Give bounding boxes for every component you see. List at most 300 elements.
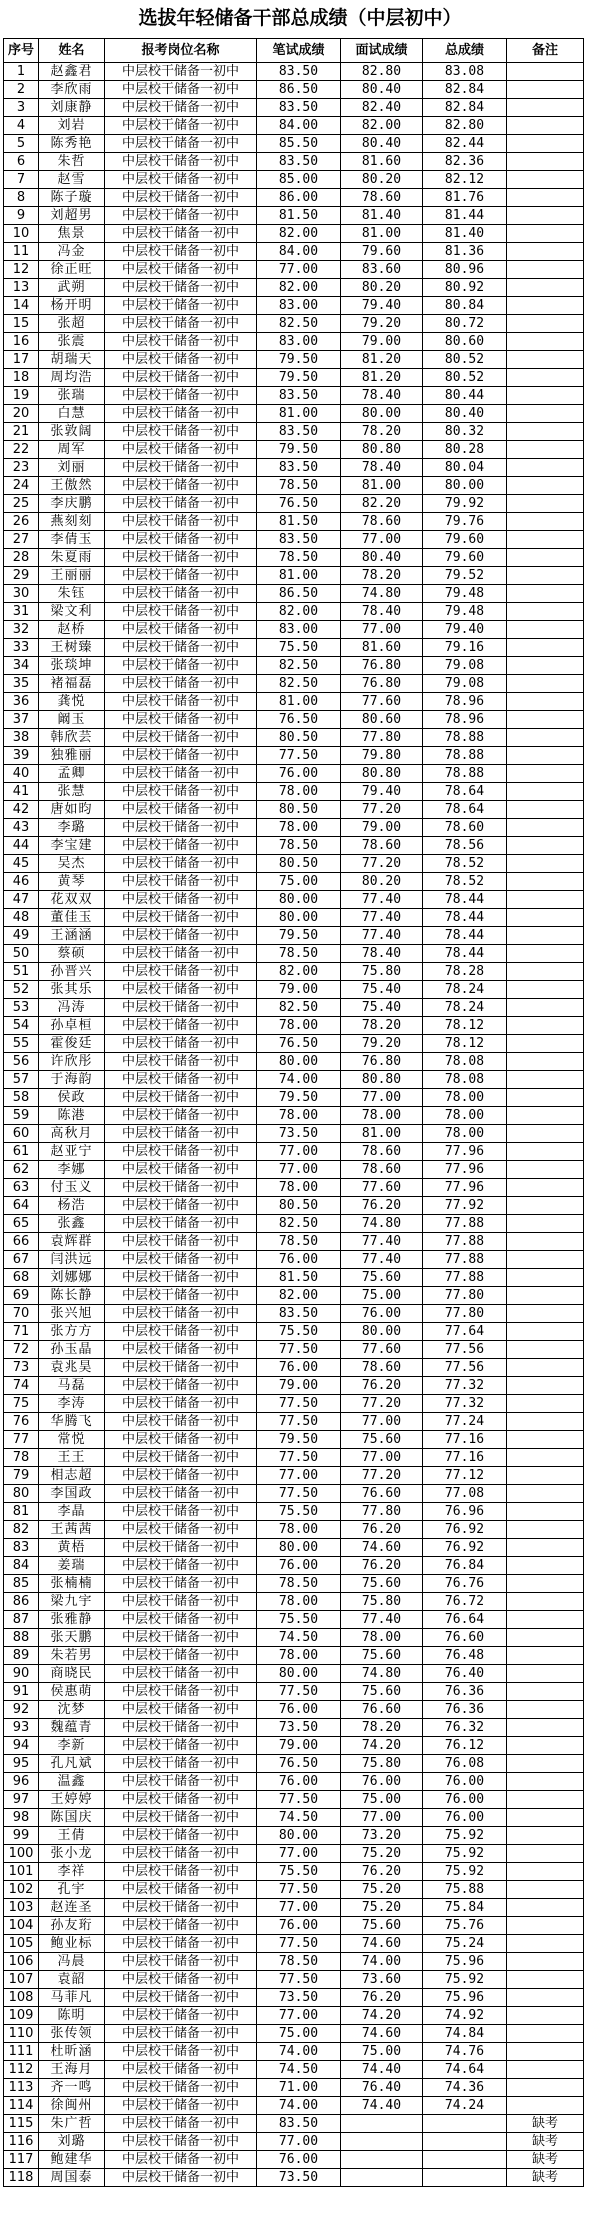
cell-index: 48 bbox=[4, 909, 39, 927]
cell-total-score: 77.80 bbox=[423, 1287, 507, 1305]
cell-interview-score: 79.60 bbox=[341, 243, 423, 261]
cell-total-score: 78.96 bbox=[423, 711, 507, 729]
cell-name: 陈长静 bbox=[39, 1287, 105, 1305]
cell-name: 孟卿 bbox=[39, 765, 105, 783]
cell-total-score: 81.36 bbox=[423, 243, 507, 261]
cell-name: 赵桥 bbox=[39, 621, 105, 639]
cell-interview-score: 78.40 bbox=[341, 387, 423, 405]
cell-written-score: 83.50 bbox=[257, 99, 341, 117]
cell-written-score: 78.50 bbox=[257, 1233, 341, 1251]
table-row bbox=[4, 1989, 584, 2007]
cell-name: 李新 bbox=[39, 1737, 105, 1755]
table-row bbox=[4, 1701, 584, 1719]
cell-total-score: 77.12 bbox=[423, 1467, 507, 1485]
cell-name: 朱哲 bbox=[39, 153, 105, 171]
table-row bbox=[4, 1791, 584, 1809]
cell-remark bbox=[507, 963, 584, 981]
cell-interview-score: 78.20 bbox=[341, 567, 423, 585]
cell-remark bbox=[507, 189, 584, 207]
cell-post: 中层校干储备一初中 bbox=[105, 1827, 257, 1845]
cell-remark bbox=[507, 657, 584, 675]
cell-index: 8 bbox=[4, 189, 39, 207]
cell-name: 梁九宇 bbox=[39, 1593, 105, 1611]
cell-post: 中层校干储备一初中 bbox=[105, 2169, 257, 2187]
cell-post: 中层校干储备一初中 bbox=[105, 135, 257, 153]
cell-name: 周均浩 bbox=[39, 369, 105, 387]
cell-total-score: 78.88 bbox=[423, 765, 507, 783]
cell-interview-score: 79.80 bbox=[341, 747, 423, 765]
cell-total-score: 81.44 bbox=[423, 207, 507, 225]
cell-remark bbox=[507, 819, 584, 837]
cell-index: 107 bbox=[4, 1971, 39, 1989]
cell-name: 张敦阔 bbox=[39, 423, 105, 441]
cell-written-score: 74.50 bbox=[257, 1809, 341, 1827]
cell-total-score: 74.76 bbox=[423, 2043, 507, 2061]
cell-total-score: 78.44 bbox=[423, 945, 507, 963]
cell-interview-score: 76.00 bbox=[341, 1305, 423, 1323]
cell-written-score: 85.50 bbox=[257, 135, 341, 153]
cell-index: 23 bbox=[4, 459, 39, 477]
cell-post: 中层校干储备一初中 bbox=[105, 1449, 257, 1467]
cell-remark bbox=[507, 423, 584, 441]
cell-written-score: 77.50 bbox=[257, 1935, 341, 1953]
cell-post: 中层校干储备一初中 bbox=[105, 1557, 257, 1575]
cell-name: 侯惠萌 bbox=[39, 1683, 105, 1701]
cell-written-score: 76.00 bbox=[257, 765, 341, 783]
cell-name: 马菲凡 bbox=[39, 1989, 105, 2007]
cell-name: 李涛 bbox=[39, 1395, 105, 1413]
cell-name: 周军 bbox=[39, 441, 105, 459]
cell-written-score: 81.00 bbox=[257, 693, 341, 711]
cell-written-score: 80.00 bbox=[257, 909, 341, 927]
cell-post: 中层校干储备一初中 bbox=[105, 2097, 257, 2115]
table-row bbox=[4, 333, 584, 351]
cell-index: 118 bbox=[4, 2169, 39, 2187]
cell-written-score: 82.50 bbox=[257, 315, 341, 333]
table-row bbox=[4, 783, 584, 801]
table-row bbox=[4, 1449, 584, 1467]
cell-index: 29 bbox=[4, 567, 39, 585]
cell-name: 孙玉晶 bbox=[39, 1341, 105, 1359]
cell-post: 中层校干储备一初中 bbox=[105, 1755, 257, 1773]
cell-name: 赵雪 bbox=[39, 171, 105, 189]
cell-name: 张超 bbox=[39, 315, 105, 333]
cell-name: 刘璐 bbox=[39, 2133, 105, 2151]
cell-total-score: 78.24 bbox=[423, 999, 507, 1017]
table-row bbox=[4, 1647, 584, 1665]
cell-post: 中层校干储备一初中 bbox=[105, 1935, 257, 1953]
table-row bbox=[4, 1341, 584, 1359]
cell-post: 中层校干储备一初中 bbox=[105, 2061, 257, 2079]
cell-post: 中层校干储备一初中 bbox=[105, 1017, 257, 1035]
cell-remark bbox=[507, 1341, 584, 1359]
cell-written-score: 80.50 bbox=[257, 801, 341, 819]
cell-interview-score: 76.20 bbox=[341, 1197, 423, 1215]
table-row bbox=[4, 765, 584, 783]
cell-remark bbox=[507, 1323, 584, 1341]
cell-post: 中层校干储备一初中 bbox=[105, 927, 257, 945]
cell-remark bbox=[507, 63, 584, 81]
cell-post: 中层校干储备一初中 bbox=[105, 639, 257, 657]
cell-interview-score: 74.80 bbox=[341, 1665, 423, 1683]
cell-total-score: 76.60 bbox=[423, 1629, 507, 1647]
cell-total-score: 75.92 bbox=[423, 1863, 507, 1881]
cell-remark bbox=[507, 1755, 584, 1773]
cell-total-score: 78.44 bbox=[423, 927, 507, 945]
table-row bbox=[4, 459, 584, 477]
cell-interview-score: 77.60 bbox=[341, 1179, 423, 1197]
cell-index: 96 bbox=[4, 1773, 39, 1791]
cell-written-score: 80.00 bbox=[257, 891, 341, 909]
cell-index: 66 bbox=[4, 1233, 39, 1251]
cell-total-score: 78.24 bbox=[423, 981, 507, 999]
cell-name: 张楠楠 bbox=[39, 1575, 105, 1593]
cell-interview-score: 76.20 bbox=[341, 1377, 423, 1395]
table-row bbox=[4, 1629, 584, 1647]
cell-index: 77 bbox=[4, 1431, 39, 1449]
cell-written-score: 80.00 bbox=[257, 1539, 341, 1557]
cell-written-score: 77.50 bbox=[257, 1395, 341, 1413]
cell-post: 中层校干储备一初中 bbox=[105, 1719, 257, 1737]
table-row bbox=[4, 207, 584, 225]
cell-interview-score: 75.20 bbox=[341, 1899, 423, 1917]
cell-remark bbox=[507, 1287, 584, 1305]
table-row bbox=[4, 135, 584, 153]
cell-interview-score: 74.80 bbox=[341, 1215, 423, 1233]
cell-total-score: 82.12 bbox=[423, 171, 507, 189]
cell-written-score: 76.50 bbox=[257, 495, 341, 513]
table-row bbox=[4, 297, 584, 315]
cell-written-score: 83.50 bbox=[257, 531, 341, 549]
cell-name: 李祥 bbox=[39, 1863, 105, 1881]
cell-remark bbox=[507, 243, 584, 261]
cell-index: 82 bbox=[4, 1521, 39, 1539]
cell-interview-score: 82.00 bbox=[341, 117, 423, 135]
cell-total-score: 77.96 bbox=[423, 1143, 507, 1161]
cell-remark bbox=[507, 927, 584, 945]
cell-interview-score: 77.60 bbox=[341, 693, 423, 711]
cell-post: 中层校干储备一初中 bbox=[105, 1377, 257, 1395]
cell-index: 106 bbox=[4, 1953, 39, 1971]
cell-written-score: 78.00 bbox=[257, 819, 341, 837]
cell-post: 中层校干储备一初中 bbox=[105, 459, 257, 477]
cell-total-score: 81.40 bbox=[423, 225, 507, 243]
table-row bbox=[4, 1395, 584, 1413]
cell-index: 14 bbox=[4, 297, 39, 315]
cell-name: 张鑫 bbox=[39, 1215, 105, 1233]
cell-remark bbox=[507, 999, 584, 1017]
cell-index: 17 bbox=[4, 351, 39, 369]
cell-written-score: 78.00 bbox=[257, 1521, 341, 1539]
cell-total-score: 75.96 bbox=[423, 1989, 507, 2007]
cell-post: 中层校干储备一初中 bbox=[105, 621, 257, 639]
cell-post: 中层校干储备一初中 bbox=[105, 945, 257, 963]
table-row bbox=[4, 1665, 584, 1683]
cell-index: 55 bbox=[4, 1035, 39, 1053]
cell-post: 中层校干储备一初中 bbox=[105, 549, 257, 567]
cell-total-score: 78.44 bbox=[423, 891, 507, 909]
cell-total-score: 78.88 bbox=[423, 729, 507, 747]
cell-name: 冯金 bbox=[39, 243, 105, 261]
cell-interview-score: 75.20 bbox=[341, 1845, 423, 1863]
cell-interview-score: 73.60 bbox=[341, 1971, 423, 1989]
cell-remark bbox=[507, 603, 584, 621]
cell-remark bbox=[507, 1683, 584, 1701]
cell-name: 朱钰 bbox=[39, 585, 105, 603]
table-row bbox=[4, 567, 584, 585]
cell-total-score: 76.48 bbox=[423, 1647, 507, 1665]
cell-remark bbox=[507, 639, 584, 657]
cell-post: 中层校干储备一初中 bbox=[105, 1161, 257, 1179]
cell-interview-score: 75.80 bbox=[341, 1593, 423, 1611]
table-row bbox=[4, 927, 584, 945]
cell-name: 王涵涵 bbox=[39, 927, 105, 945]
cell-name: 李晶 bbox=[39, 1503, 105, 1521]
cell-total-score: 77.08 bbox=[423, 1485, 507, 1503]
cell-total-score: 77.56 bbox=[423, 1341, 507, 1359]
cell-total-score: 74.84 bbox=[423, 2025, 507, 2043]
cell-written-score: 75.50 bbox=[257, 1323, 341, 1341]
cell-name: 褚福磊 bbox=[39, 675, 105, 693]
cell-interview-score: 77.40 bbox=[341, 891, 423, 909]
cell-post: 中层校干储备一初中 bbox=[105, 999, 257, 1017]
cell-interview-score: 76.60 bbox=[341, 1701, 423, 1719]
cell-post: 中层校干储备一初中 bbox=[105, 1179, 257, 1197]
cell-index: 47 bbox=[4, 891, 39, 909]
cell-post: 中层校干储备一初中 bbox=[105, 1269, 257, 1287]
cell-name: 孔凡斌 bbox=[39, 1755, 105, 1773]
table-row bbox=[4, 243, 584, 261]
cell-post: 中层校干储备一初中 bbox=[105, 153, 257, 171]
cell-post: 中层校干储备一初中 bbox=[105, 261, 257, 279]
table-row bbox=[4, 891, 584, 909]
cell-remark bbox=[507, 711, 584, 729]
cell-remark bbox=[507, 405, 584, 423]
cell-remark bbox=[507, 621, 584, 639]
cell-remark bbox=[507, 351, 584, 369]
cell-interview-score: 79.40 bbox=[341, 297, 423, 315]
table-row bbox=[4, 1521, 584, 1539]
cell-name: 唐如昀 bbox=[39, 801, 105, 819]
table-row bbox=[4, 1377, 584, 1395]
cell-total-score: 78.64 bbox=[423, 801, 507, 819]
cell-interview-score: 79.20 bbox=[341, 1035, 423, 1053]
cell-total-score: 78.00 bbox=[423, 1125, 507, 1143]
cell-name: 沈梦 bbox=[39, 1701, 105, 1719]
cell-interview-score: 82.40 bbox=[341, 99, 423, 117]
cell-post: 中层校干储备一初中 bbox=[105, 1107, 257, 1125]
cell-name: 相志超 bbox=[39, 1467, 105, 1485]
cell-remark bbox=[507, 477, 584, 495]
table-row bbox=[4, 117, 584, 135]
table-row bbox=[4, 2133, 584, 2151]
table-row bbox=[4, 1611, 584, 1629]
cell-post: 中层校干储备一初中 bbox=[105, 387, 257, 405]
table-row bbox=[4, 441, 584, 459]
cell-remark bbox=[507, 1881, 584, 1899]
cell-remark bbox=[507, 1251, 584, 1269]
cell-remark bbox=[507, 1629, 584, 1647]
cell-post: 中层校干储备一初中 bbox=[105, 891, 257, 909]
table-row bbox=[4, 2043, 584, 2061]
table-row bbox=[4, 405, 584, 423]
cell-post: 中层校干储备一初中 bbox=[105, 441, 257, 459]
cell-written-score: 76.50 bbox=[257, 711, 341, 729]
cell-remark bbox=[507, 171, 584, 189]
cell-remark bbox=[507, 1215, 584, 1233]
cell-index: 36 bbox=[4, 693, 39, 711]
cell-remark bbox=[507, 945, 584, 963]
cell-post: 中层校干储备一初中 bbox=[105, 855, 257, 873]
cell-name: 徐正旺 bbox=[39, 261, 105, 279]
cell-total-score: 76.36 bbox=[423, 1701, 507, 1719]
cell-total-score: 76.84 bbox=[423, 1557, 507, 1575]
cell-total-score: 80.28 bbox=[423, 441, 507, 459]
cell-index: 34 bbox=[4, 657, 39, 675]
table-row bbox=[4, 369, 584, 387]
header-post: 报考岗位名称 bbox=[105, 39, 257, 63]
table-row bbox=[4, 387, 584, 405]
cell-remark bbox=[507, 1665, 584, 1683]
cell-name: 袁兆昊 bbox=[39, 1359, 105, 1377]
cell-remark bbox=[507, 1035, 584, 1053]
cell-interview-score: 75.60 bbox=[341, 1917, 423, 1935]
cell-total-score: 80.40 bbox=[423, 405, 507, 423]
cell-name: 李宝建 bbox=[39, 837, 105, 855]
cell-name: 袁韶 bbox=[39, 1971, 105, 1989]
cell-post: 中层校干储备一初中 bbox=[105, 1287, 257, 1305]
cell-name: 于海韵 bbox=[39, 1071, 105, 1089]
cell-post: 中层校干储备一初中 bbox=[105, 837, 257, 855]
cell-index: 67 bbox=[4, 1251, 39, 1269]
cell-index: 24 bbox=[4, 477, 39, 495]
cell-index: 70 bbox=[4, 1305, 39, 1323]
cell-written-score: 77.00 bbox=[257, 2007, 341, 2025]
cell-post: 中层校干储备一初中 bbox=[105, 1665, 257, 1683]
cell-post: 中层校干储备一初中 bbox=[105, 657, 257, 675]
cell-written-score: 86.00 bbox=[257, 189, 341, 207]
cell-index: 58 bbox=[4, 1089, 39, 1107]
table-row bbox=[4, 1737, 584, 1755]
cell-written-score: 74.50 bbox=[257, 1629, 341, 1647]
cell-remark bbox=[507, 1449, 584, 1467]
cell-interview-score: 75.80 bbox=[341, 1755, 423, 1773]
cell-written-score: 76.00 bbox=[257, 2151, 341, 2169]
cell-interview-score: 77.20 bbox=[341, 1395, 423, 1413]
cell-post: 中层校干储备一初中 bbox=[105, 1071, 257, 1089]
cell-name: 李倩玉 bbox=[39, 531, 105, 549]
cell-index: 25 bbox=[4, 495, 39, 513]
cell-name: 焦景 bbox=[39, 225, 105, 243]
cell-written-score: 75.50 bbox=[257, 639, 341, 657]
cell-total-score: 78.00 bbox=[423, 1107, 507, 1125]
cell-written-score: 78.00 bbox=[257, 1017, 341, 1035]
cell-post: 中层校干储备一初中 bbox=[105, 1989, 257, 2007]
cell-remark bbox=[507, 1971, 584, 1989]
cell-written-score: 75.00 bbox=[257, 2025, 341, 2043]
cell-total-score bbox=[423, 2133, 507, 2151]
cell-index: 62 bbox=[4, 1161, 39, 1179]
cell-name: 王丽丽 bbox=[39, 567, 105, 585]
cell-name: 冯涛 bbox=[39, 999, 105, 1017]
cell-post: 中层校干储备一初中 bbox=[105, 333, 257, 351]
cell-total-score: 78.00 bbox=[423, 1089, 507, 1107]
cell-interview-score: 76.60 bbox=[341, 1485, 423, 1503]
cell-post: 中层校干储备一初中 bbox=[105, 1143, 257, 1161]
cell-total-score: 80.96 bbox=[423, 261, 507, 279]
cell-interview-score: 76.20 bbox=[341, 1521, 423, 1539]
cell-post: 中层校干储备一初中 bbox=[105, 1881, 257, 1899]
cell-written-score: 83.50 bbox=[257, 459, 341, 477]
cell-post: 中层校干储备一初中 bbox=[105, 2115, 257, 2133]
cell-remark bbox=[507, 1395, 584, 1413]
cell-interview-score: 75.40 bbox=[341, 999, 423, 1017]
cell-remark bbox=[507, 279, 584, 297]
cell-name: 李娜 bbox=[39, 1161, 105, 1179]
cell-interview-score: 77.00 bbox=[341, 1089, 423, 1107]
cell-total-score bbox=[423, 2115, 507, 2133]
cell-interview-score: 77.80 bbox=[341, 729, 423, 747]
cell-remark bbox=[507, 1485, 584, 1503]
cell-remark bbox=[507, 1917, 584, 1935]
cell-name: 高秋月 bbox=[39, 1125, 105, 1143]
cell-index: 79 bbox=[4, 1467, 39, 1485]
cell-total-score: 76.12 bbox=[423, 1737, 507, 1755]
cell-interview-score: 78.20 bbox=[341, 1017, 423, 1035]
cell-index: 84 bbox=[4, 1557, 39, 1575]
cell-name: 张方方 bbox=[39, 1323, 105, 1341]
cell-remark bbox=[507, 2097, 584, 2115]
cell-written-score: 79.50 bbox=[257, 927, 341, 945]
cell-written-score: 76.00 bbox=[257, 1359, 341, 1377]
page-title: 选拔年轻储备干部总成绩（中层初中） bbox=[138, 7, 462, 29]
cell-name: 燕刻刻 bbox=[39, 513, 105, 531]
cell-remark bbox=[507, 549, 584, 567]
cell-index: 87 bbox=[4, 1611, 39, 1629]
table-row bbox=[4, 1971, 584, 1989]
cell-name: 常悦 bbox=[39, 1431, 105, 1449]
cell-remark bbox=[507, 459, 584, 477]
table-row bbox=[4, 1899, 584, 1917]
cell-post: 中层校干储备一初中 bbox=[105, 1611, 257, 1629]
cell-interview-score: 74.60 bbox=[341, 1539, 423, 1557]
cell-total-score: 76.08 bbox=[423, 1755, 507, 1773]
table-row bbox=[4, 63, 584, 81]
cell-remark bbox=[507, 531, 584, 549]
cell-interview-score: 81.00 bbox=[341, 225, 423, 243]
cell-name: 李璐 bbox=[39, 819, 105, 837]
table-row bbox=[4, 945, 584, 963]
cell-total-score: 78.88 bbox=[423, 747, 507, 765]
cell-total-score: 80.00 bbox=[423, 477, 507, 495]
cell-total-score: 78.08 bbox=[423, 1071, 507, 1089]
cell-written-score: 80.00 bbox=[257, 1053, 341, 1071]
cell-interview-score: 77.40 bbox=[341, 927, 423, 945]
cell-remark bbox=[507, 747, 584, 765]
table-row bbox=[4, 1467, 584, 1485]
cell-index: 18 bbox=[4, 369, 39, 387]
cell-remark bbox=[507, 1989, 584, 2007]
cell-remark bbox=[507, 1143, 584, 1161]
cell-interview-score: 76.20 bbox=[341, 1863, 423, 1881]
cell-interview-score: 81.00 bbox=[341, 1125, 423, 1143]
table-row bbox=[4, 1089, 584, 1107]
cell-post: 中层校干储备一初中 bbox=[105, 81, 257, 99]
cell-interview-score: 78.60 bbox=[341, 1143, 423, 1161]
cell-remark bbox=[507, 837, 584, 855]
cell-interview-score: 75.60 bbox=[341, 1269, 423, 1287]
cell-written-score: 81.00 bbox=[257, 405, 341, 423]
